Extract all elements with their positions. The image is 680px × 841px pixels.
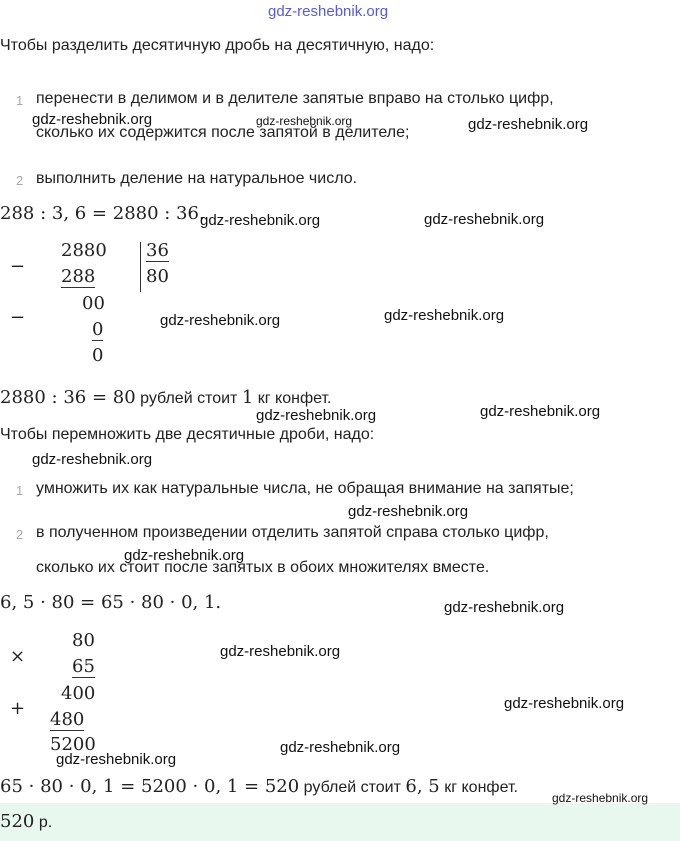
watermark: gdz-reshebnik.org <box>160 312 281 329</box>
partial-product-1: 400 <box>61 683 96 704</box>
quotient: 80 <box>146 266 169 287</box>
product-total: 5200 <box>50 734 96 755</box>
watermark: gdz-reshebnik.org <box>468 116 589 133</box>
watermark: gdz-reshebnik.org <box>256 407 377 424</box>
multiplication-result <box>0 776 518 797</box>
division-step1-line1: перенести в делимом и в делителе запятые вправо на столько цифр, <box>36 90 554 107</box>
watermark: gdz-reshebnik.org <box>200 212 321 229</box>
division-result-text2: кг конфет. <box>257 390 332 407</box>
multiplication-step2-line1: в полученном произведении отделить запятой справа столько цифр, <box>36 524 549 541</box>
remainder-1: 00 <box>82 293 105 314</box>
division-result-num: 1 <box>241 387 254 408</box>
watermark: gdz-reshebnik.org <box>424 211 545 228</box>
step-number: 2 <box>16 527 24 542</box>
answer-panel <box>0 803 680 841</box>
watermark: gdz-reshebnik.org <box>32 111 153 128</box>
division-step1-line2: сколько их содержится после запятой в делителе; <box>36 124 410 141</box>
division-rule-intro: Чтобы разделить десятичную дробь на десятичную, надо: <box>0 37 435 54</box>
watermark: gdz-reshebnik.org <box>124 547 245 564</box>
multiplication-result-text1: рублей стоит <box>303 779 401 796</box>
subtrahend-1: 288 <box>61 266 96 287</box>
watermark: gdz-reshebnik.org <box>552 791 649 805</box>
multiplication-result-text2: кг конфет. <box>444 779 518 796</box>
division-result <box>0 387 331 408</box>
multiplication-result-expr: 65 · 80 · 0, 1 = 5200 · 0, 1 = 520 <box>0 776 300 797</box>
subtrahend-2: 0 <box>92 319 104 340</box>
watermark: gdz-reshebnik.org <box>480 403 601 420</box>
dividend: 2880 <box>61 240 107 261</box>
plus-sign: + <box>10 698 26 719</box>
division-bracket <box>140 242 141 292</box>
times-sign: × <box>10 646 26 667</box>
multiplicand: 80 <box>72 630 95 651</box>
multiplication-rule-intro: Чтобы перемножить две десятичные дроби, надо: <box>0 426 375 443</box>
answer-unit: р. <box>38 814 53 831</box>
watermark: gdz-reshebnik.org <box>280 739 401 756</box>
answer-value: 520 <box>0 811 35 832</box>
multiplication-step1-line1: умножить их как натуральные числа, не обращая внимание на запятые; <box>36 480 574 497</box>
watermark: gdz-reshebnik.org <box>444 599 565 616</box>
multiplication-equation: 6, 5 · 80 = 65 · 80 · 0, 1. <box>0 592 222 613</box>
watermark: gdz-reshebnik.org <box>32 451 153 468</box>
partial-product-2: 480 <box>50 709 85 730</box>
watermark: gdz-reshebnik.org <box>220 643 341 660</box>
watermark: gdz-reshebnik.org <box>348 503 469 520</box>
division-result-expr: 2880 : 36 = 80 <box>0 387 136 408</box>
watermark: gdz-reshebnik.org <box>504 695 625 712</box>
watermark: gdz-reshebnik.org <box>56 751 177 768</box>
multiplication-step2-line2: сколько их стоит после запятых в обоих множителях вместе. <box>36 559 490 576</box>
watermark-top: gdz-reshebnik.org <box>268 3 389 20</box>
watermark: gdz-reshebnik.org <box>256 114 353 128</box>
step-number: 1 <box>16 93 24 108</box>
step-number: 1 <box>16 483 24 498</box>
division-equation: 288 : 3, 6 = 2880 : 36. <box>0 203 205 224</box>
multiplier: 65 <box>72 656 95 677</box>
minus-sign: − <box>10 256 26 277</box>
division-step2-line1: выполнить деление на натуральное число. <box>36 170 358 187</box>
remainder-2: 0 <box>92 345 104 366</box>
watermark: gdz-reshebnik.org <box>384 307 505 324</box>
divisor: 36 <box>146 240 169 261</box>
minus-sign: − <box>10 307 26 328</box>
step-number: 2 <box>16 173 24 188</box>
answer <box>0 811 52 832</box>
multiplication-result-num: 6, 5 <box>405 776 440 797</box>
division-result-text1: рублей стоит <box>140 390 238 407</box>
